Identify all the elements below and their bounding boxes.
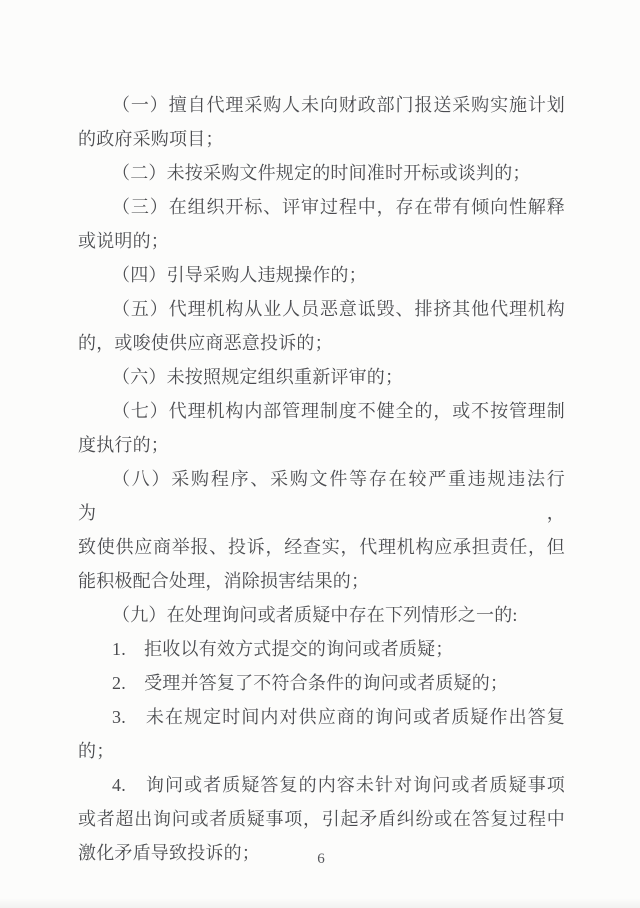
text-line: 的； [78, 741, 115, 761]
text-line: 度执行的； [78, 435, 169, 455]
text-line: （二）未按采购文件规定的时间准时开标或谈判的； [112, 163, 531, 183]
document-body [78, 88, 565, 870]
text-line: 或者超出询问或者质疑事项，引起矛盾纠纷或在答复过程中 [78, 809, 565, 829]
text-line: 2. 受理并答复了不符合条件的询问或者质疑的； [112, 673, 509, 693]
page-number: 6 [317, 851, 326, 867]
text-line: 的政府采购项目； [78, 129, 224, 149]
text-line: 或说明的； [78, 231, 169, 251]
text-line: （八）采购程序、采购文件等存在较严重违规违法行为， [78, 469, 565, 523]
text-line: 能积极配合处理，消除损害结果的； [78, 571, 370, 591]
text-line: 的，或唆使供应商恶意投诉的； [78, 333, 333, 353]
text-line: （一）擅自代理采购人未向财政部门报送采购实施计划 [112, 95, 565, 115]
text-line: （三）在组织开标、评审过程中，存在带有倾向性解释 [112, 197, 565, 217]
text-line: 1. 拒收以有效方式提交的询问或者质疑； [112, 639, 454, 659]
text-line: 4. 询问或者质疑答复的内容未针对询问或者质疑事项 [112, 775, 565, 795]
text-line: （四）引导采购人违规操作的； [112, 265, 367, 285]
text-line: （九）在处理询问或者质疑中存在下列情形之一的: [112, 605, 518, 625]
text-line: （七）代理机构内部管理制度不健全的，或不按管理制 [112, 401, 565, 421]
text-line: 3. 未在规定时间内对供应商的询问或者质疑作出答复 [112, 707, 565, 727]
text-line: 激化矛盾导致投诉的； [78, 843, 260, 863]
text-line: （六）未按照规定组织重新评审的； [112, 367, 404, 387]
text-line: （五）代理机构从业人员恶意诋毁、排挤其他代理机构 [112, 299, 565, 319]
text-line: 致使供应商举报、投诉，经查实，代理机构应承担责任，但 [78, 537, 565, 557]
